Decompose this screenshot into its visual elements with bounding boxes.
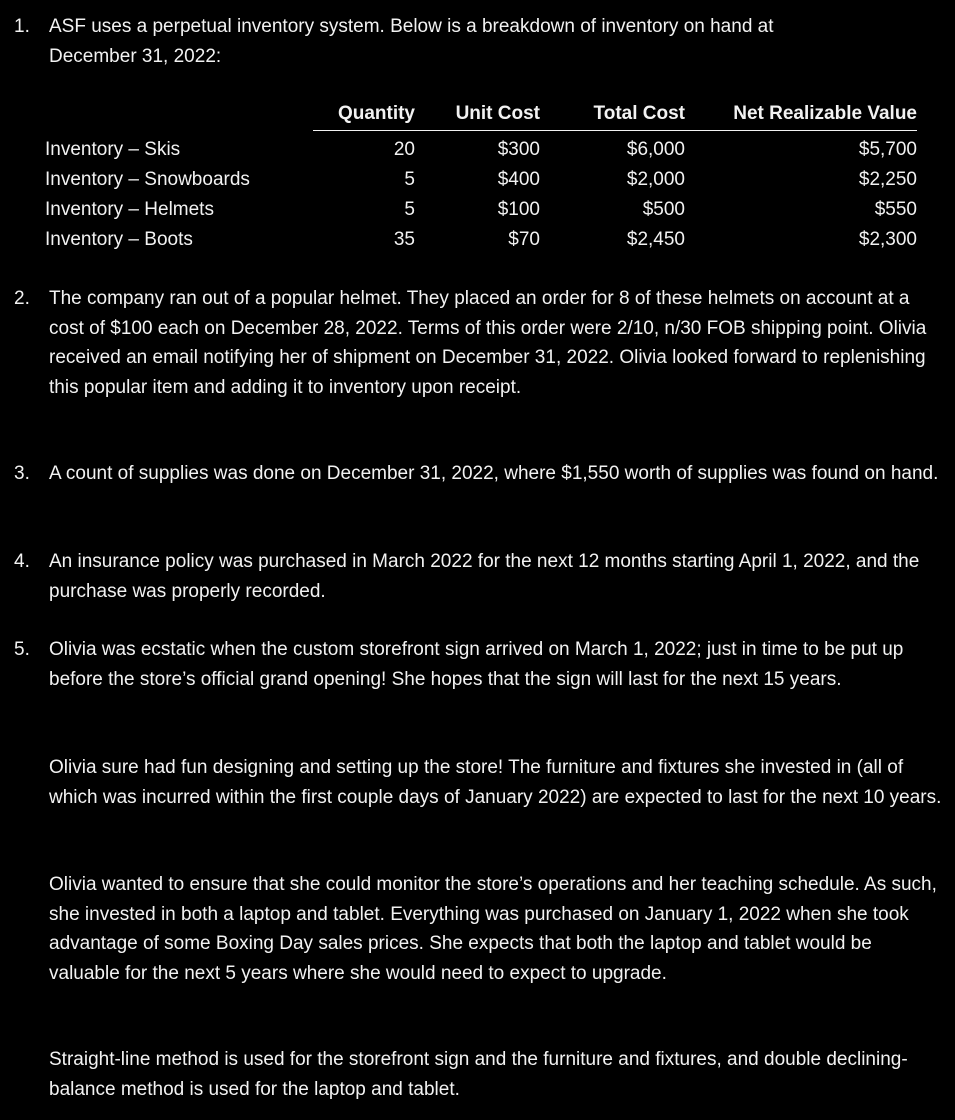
item-number: 2. bbox=[14, 288, 30, 309]
item-number: 1. bbox=[14, 16, 30, 37]
row-unit-cost: $300 bbox=[497, 139, 540, 160]
row-total-cost: $2,000 bbox=[626, 169, 685, 190]
header-blank bbox=[45, 100, 313, 131]
row-label: Inventory – Skis bbox=[45, 138, 181, 160]
item-text-line: ASF uses a perpetual inventory system. Below is a breakdown of inventory on hand at bbox=[49, 16, 774, 37]
row-quantity: 20 bbox=[393, 139, 415, 160]
row-label: Inventory – Snowboards bbox=[45, 169, 250, 190]
list-item-5 bbox=[14, 635, 947, 694]
row-label: Inventory – Helmets bbox=[45, 199, 214, 220]
row-quantity: 5 bbox=[404, 199, 415, 220]
row-total-cost: $6,000 bbox=[626, 139, 685, 160]
item-text-line: December 31, 2022: bbox=[49, 45, 222, 67]
item-text: Olivia was ecstatic when the custom storefront sign arrived on March 1, 2022; just in time to be put up before the store’s official grand opening! She hopes that the sign will last for the next 15 years. bbox=[49, 639, 904, 690]
row-unit-cost: $70 bbox=[508, 229, 540, 250]
row-total-cost: $2,450 bbox=[626, 229, 685, 250]
item-number: 5. bbox=[14, 639, 30, 660]
row-label: Inventory – Boots bbox=[45, 229, 193, 250]
item-text bbox=[49, 12, 947, 71]
row-unit-cost: $100 bbox=[497, 199, 540, 220]
paragraph-depreciation-methods: Straight-line method is used for the storefront sign and the furniture and fixtures, and double declining-balance method is used for the laptop and tablet. bbox=[49, 1049, 908, 1100]
paragraph-furniture: Olivia sure had fun designing and setting up the store! The furniture and fixtures she invested in (all of which was incurred within the first couple days of January 2022) are expected to last for the next 10 years. bbox=[49, 757, 942, 808]
table-header-row bbox=[45, 100, 917, 131]
table-row bbox=[45, 165, 917, 195]
item-text: The company ran out of a popular helmet. They placed an order for 8 of these helmets on account at a cost of $100 each on December 28, 2022. Terms of this order were 2/10, n/30 FOB shipping point. Olivia received an email notifying her of shipment on December 31, 2022. Olivia looked forward to replenishing this popular item and adding it to inventory upon receipt. bbox=[49, 288, 927, 398]
table-row bbox=[45, 131, 917, 166]
item-text: A count of supplies was done on December 31, 2022, where $1,550 worth of supplies was found on hand. bbox=[49, 463, 939, 484]
header-quantity: Quantity bbox=[313, 100, 415, 131]
item-number: 3. bbox=[14, 463, 30, 484]
table-row bbox=[45, 195, 917, 225]
row-nrv: $2,250 bbox=[858, 169, 917, 190]
paragraph-laptop-tablet: Olivia wanted to ensure that she could monitor the store’s operations and her teaching schedule. As such, she invested in both a laptop and tablet. Everything was purchased on January 1, 2022 when she took advantage of some Boxing Day sales prices. She expects that both the laptop and tablet would be valuable for the next 5 years where she would need to expect to upgrade. bbox=[49, 874, 937, 984]
header-total-cost: Total Cost bbox=[540, 100, 685, 131]
inventory-table bbox=[45, 100, 917, 255]
row-nrv: $2,300 bbox=[858, 229, 917, 250]
row-nrv: $5,700 bbox=[858, 139, 917, 160]
header-net-realizable-value: Net Realizable Value bbox=[685, 100, 917, 131]
row-unit-cost: $400 bbox=[497, 169, 540, 190]
row-quantity: 5 bbox=[404, 169, 415, 190]
list-item-3 bbox=[14, 459, 947, 489]
table-row bbox=[45, 225, 917, 255]
list-item-4 bbox=[14, 547, 947, 606]
row-nrv: $550 bbox=[874, 199, 917, 220]
row-quantity: 35 bbox=[393, 229, 415, 250]
header-unit-cost: Unit Cost bbox=[415, 100, 540, 131]
row-total-cost: $500 bbox=[642, 199, 685, 220]
list-item-2 bbox=[14, 284, 947, 402]
item-number: 4. bbox=[14, 551, 30, 572]
list-item-1 bbox=[14, 12, 947, 71]
item-text: An insurance policy was purchased in March 2022 for the next 12 months starting April 1, 2022, and the purchase was properly recorded. bbox=[49, 551, 920, 602]
